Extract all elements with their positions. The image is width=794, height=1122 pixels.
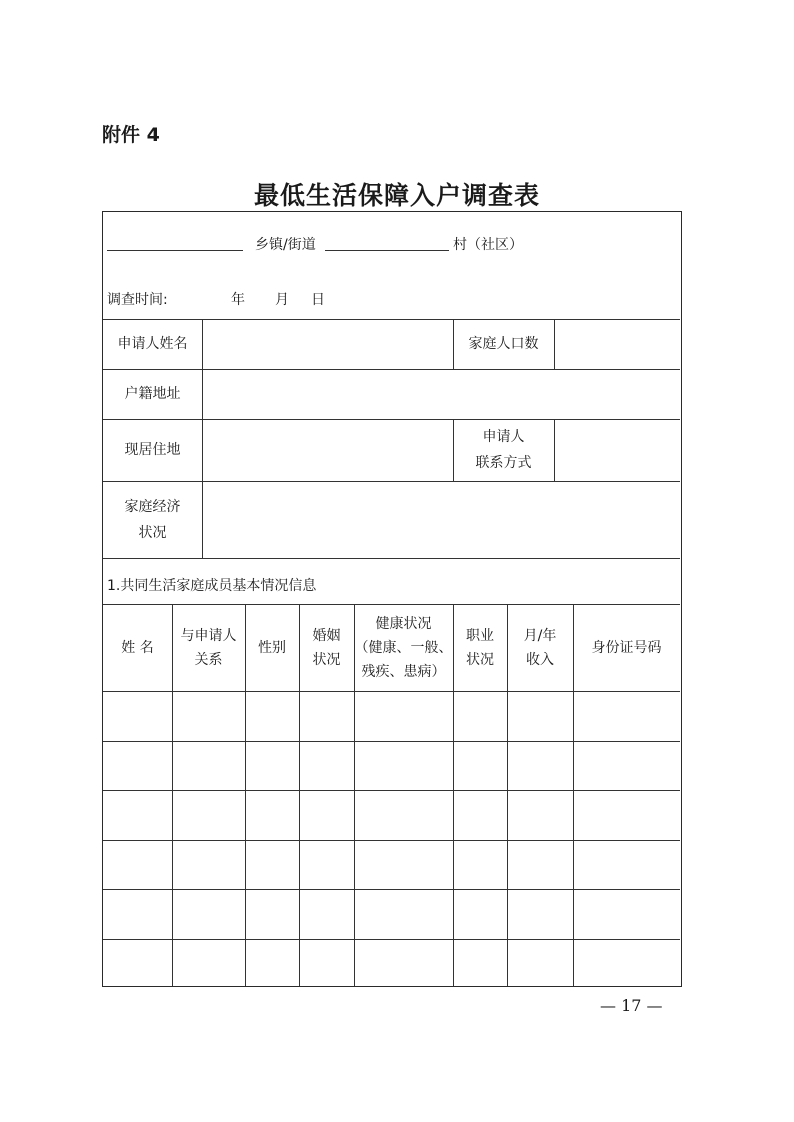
member-cell-income[interactable] <box>508 791 573 840</box>
member-cell-occupation[interactable] <box>454 841 507 889</box>
member-cell-name[interactable] <box>104 841 172 889</box>
survey-year-label: 年 <box>231 292 245 308</box>
form-title: 最低生活保障入户调查表 <box>253 181 540 210</box>
member-cell-income[interactable] <box>508 742 573 790</box>
family-size-field[interactable] <box>555 320 680 369</box>
column-header-marital-status <box>299 604 354 691</box>
member-cell-health-status[interactable] <box>355 841 453 889</box>
column-header-id-number <box>573 604 680 691</box>
member-cell-gender[interactable] <box>246 742 299 790</box>
member-cell-occupation[interactable] <box>454 890 507 939</box>
member-cell-marital-status[interactable] <box>300 940 354 986</box>
column-header-line: 职业 <box>466 627 494 644</box>
member-cell-relationship[interactable] <box>173 791 245 840</box>
member-cell-id-number[interactable] <box>574 841 680 889</box>
applicant-name-label: 申请人姓名 <box>117 336 188 352</box>
attachment-label: 附件 4 <box>102 124 160 146</box>
column-header-health-status <box>354 604 453 691</box>
member-cell-gender[interactable] <box>246 791 299 840</box>
member-cell-id-number[interactable] <box>574 791 680 840</box>
registered-address-field[interactable] <box>203 370 680 419</box>
member-cell-relationship[interactable] <box>173 742 245 790</box>
member-cell-health-status[interactable] <box>355 791 453 840</box>
economic-status-label <box>103 481 202 558</box>
column-header-line: 关系 <box>194 651 223 668</box>
column-header-income <box>507 604 573 691</box>
divider <box>103 558 680 559</box>
member-cell-relationship[interactable] <box>173 890 245 939</box>
contact-label <box>453 419 554 481</box>
member-cell-marital-status[interactable] <box>300 841 354 889</box>
column-header-line: 健康状况 <box>375 615 432 632</box>
member-cell-health-status[interactable] <box>355 890 453 939</box>
member-cell-marital-status[interactable] <box>300 791 354 840</box>
column-header-occupation <box>453 604 507 691</box>
contact-label-line1: 申请人 <box>482 429 525 445</box>
member-cell-name[interactable] <box>104 940 172 986</box>
survey-day-label: 日 <box>311 292 325 308</box>
member-cell-name[interactable] <box>104 692 172 741</box>
column-header-line: 与申请人 <box>180 627 237 644</box>
member-cell-income[interactable] <box>508 692 573 741</box>
village-blank[interactable] <box>325 250 449 251</box>
survey-month-label: 月 <box>275 292 289 308</box>
economic-label-line1: 家庭经济 <box>124 498 181 515</box>
page-number: — 17 — <box>600 996 663 1015</box>
member-cell-occupation[interactable] <box>454 742 507 790</box>
member-cell-name[interactable] <box>104 890 172 939</box>
column-header-line: 状况 <box>312 651 341 668</box>
contact-field[interactable] <box>555 420 680 481</box>
member-cell-occupation[interactable] <box>454 692 507 741</box>
member-cell-id-number[interactable] <box>574 940 680 986</box>
contact-label-line2: 联系方式 <box>475 455 532 471</box>
town-blank[interactable] <box>107 250 243 251</box>
member-cell-id-number[interactable] <box>574 890 680 939</box>
member-cell-health-status[interactable] <box>355 692 453 741</box>
member-cell-marital-status[interactable] <box>300 742 354 790</box>
current-residence-label: 现居住地 <box>124 442 181 458</box>
member-cell-gender[interactable] <box>246 841 299 889</box>
member-cell-relationship[interactable] <box>173 841 245 889</box>
member-cell-income[interactable] <box>508 890 573 939</box>
column-header-relationship <box>172 604 245 691</box>
member-cell-income[interactable] <box>508 940 573 986</box>
member-cell-id-number[interactable] <box>574 742 680 790</box>
column-header-line: 婚姻 <box>312 627 341 644</box>
member-cell-relationship[interactable] <box>173 692 245 741</box>
member-cell-name[interactable] <box>104 791 172 840</box>
column-header-line: 收入 <box>526 651 554 668</box>
member-cell-marital-status[interactable] <box>300 890 354 939</box>
member-cell-gender[interactable] <box>246 890 299 939</box>
column-header-name <box>103 604 172 691</box>
survey-form <box>102 211 682 987</box>
member-cell-health-status[interactable] <box>355 940 453 986</box>
member-cell-id-number[interactable] <box>574 692 680 741</box>
column-header-line: 姓 名 <box>121 639 154 656</box>
applicant-name-field[interactable] <box>203 320 453 369</box>
column-header-line: 月/年 <box>523 627 557 644</box>
member-cell-marital-status[interactable] <box>300 692 354 741</box>
current-residence-field[interactable] <box>203 420 453 481</box>
column-header-line: 性别 <box>258 639 286 656</box>
family-size-label: 家庭人口数 <box>468 336 539 352</box>
registered-address-label: 户籍地址 <box>124 386 181 402</box>
economic-status-field[interactable] <box>203 482 680 558</box>
survey-time-label: 调查时间: <box>107 292 168 308</box>
members-heading: 1.共同生活家庭成员基本情况信息 <box>107 578 317 594</box>
member-cell-gender[interactable] <box>246 692 299 741</box>
member-cell-income[interactable] <box>508 841 573 889</box>
town-label: 乡镇/街道 <box>255 237 316 253</box>
column-header-line: 身份证号码 <box>591 639 662 656</box>
member-cell-occupation[interactable] <box>454 791 507 840</box>
economic-label-line2: 状况 <box>138 524 167 541</box>
column-header-line: 残疾、患病） <box>361 663 446 680</box>
member-cell-name[interactable] <box>104 742 172 790</box>
column-header-line: （健康、一般、 <box>354 639 453 656</box>
village-label: 村（社区） <box>453 237 523 253</box>
column-header-gender <box>245 604 299 691</box>
member-cell-gender[interactable] <box>246 940 299 986</box>
column-header-line: 状况 <box>466 651 494 668</box>
member-cell-relationship[interactable] <box>173 940 245 986</box>
member-cell-occupation[interactable] <box>454 940 507 986</box>
member-cell-health-status[interactable] <box>355 742 453 790</box>
